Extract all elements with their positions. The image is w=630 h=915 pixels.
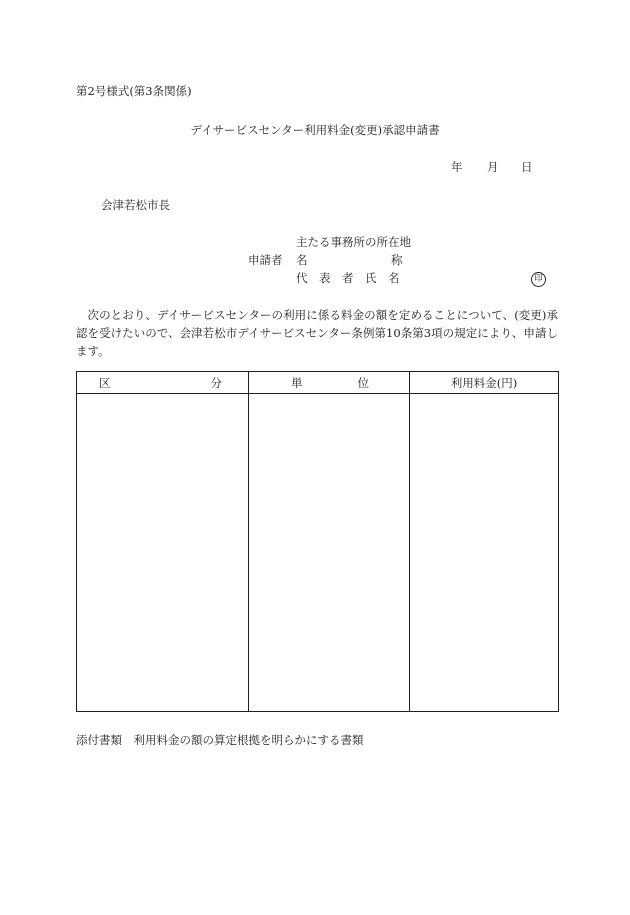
fee-table xyxy=(76,371,559,712)
fee-table-header-row xyxy=(77,372,559,394)
attachment-note: 添付書類 利用料金の額の算定根拠を明らかにする書類 xyxy=(76,733,364,747)
category-header-char-1: 区 xyxy=(99,375,111,390)
category-cell[interactable] xyxy=(77,394,249,712)
date-year-label: 年 xyxy=(451,160,463,174)
category-column-header xyxy=(77,372,249,394)
application-body-text: 次のとおり、デイサービスセンターの利用に係る料金の額を定めることについて、(変更)承認を受けたいので、会津若松市デイサービスセンター条例第10条第3項の規定により、申請します。 xyxy=(76,308,558,358)
representative-name-label: 代 表 者 氏 名 xyxy=(296,271,400,285)
form-number: 第2号様式(第3条関係) xyxy=(76,84,192,98)
unit-header-char-1: 単 xyxy=(291,375,303,390)
fee-cell[interactable] xyxy=(410,394,559,712)
unit-column-header xyxy=(249,372,410,394)
office-address-label: 主たる事務所の所在地 xyxy=(296,235,411,249)
category-header-char-2: 分 xyxy=(210,375,222,390)
date-day-label: 日 xyxy=(521,160,533,174)
unit-header-char-2: 位 xyxy=(357,375,369,390)
fee-table-row xyxy=(77,394,559,712)
applicant-label: 申請者 xyxy=(248,253,283,267)
fee-column-header: 利用料金(円) xyxy=(410,372,559,394)
document-title: デイサービスセンター利用料金(変更)承認申請書 xyxy=(190,123,440,137)
unit-cell[interactable] xyxy=(249,394,410,712)
name-label: 名 xyxy=(296,253,308,267)
addressee: 会津若松市長 xyxy=(101,198,170,212)
seal-mark: 印 xyxy=(531,272,546,287)
name-label-suffix: 称 xyxy=(391,253,403,267)
date-month-label: 月 xyxy=(487,160,499,174)
